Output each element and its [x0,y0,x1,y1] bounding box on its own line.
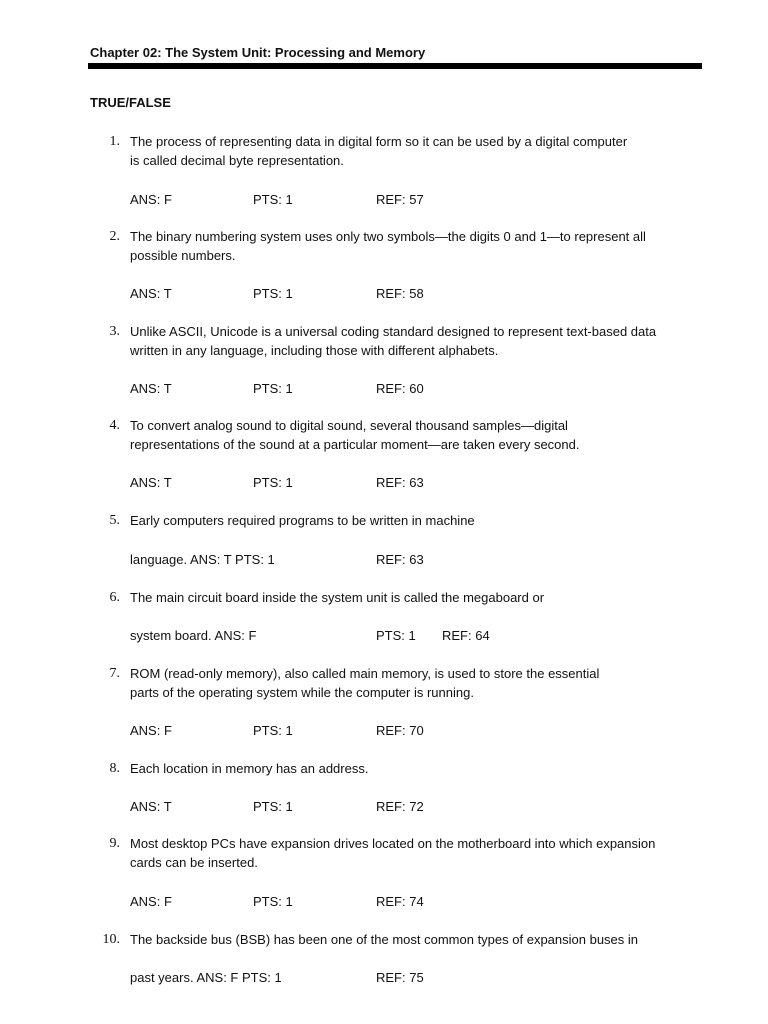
points: PTS: 1 [253,475,293,490]
question-number: 7. [109,666,120,681]
reference: REF: 57 [376,192,424,207]
question-text-line: The main circuit board inside the system unit is called the megaboard or [130,590,545,605]
answer: ANS: T [130,286,172,301]
question-text-line: Most desktop PCs have expansion drives located on the motherboard into which expansion [130,836,656,851]
question-text-line: ROM (read-only memory), also called main memory, is used to store the essential [130,666,600,681]
question-number: 2. [109,229,120,244]
reference: REF: 72 [376,799,424,814]
question-text-line: written in any language, including those with different alphabets. [130,343,499,358]
question-number: 5. [109,513,120,528]
question-text-line: Each location in memory has an address. [130,761,369,776]
reference: REF: 58 [376,286,424,301]
answer: system board. ANS: F [130,628,257,643]
header-rule [88,63,702,69]
section-title: TRUE/FALSE [90,95,171,110]
question-text-line: representations of the sound at a particular moment—are taken every second. [130,437,580,452]
question-text-line: Unlike ASCII, Unicode is a universal coding standard designed to represent text-based data [130,324,657,339]
answer: ANS: T [130,475,172,490]
question-number: 6. [109,590,120,605]
question-text-line: The backside bus (BSB) has been one of the most common types of expansion buses in [130,932,639,947]
question-text-line: Early computers required programs to be written in machine [130,513,475,528]
question-text-line: possible numbers. [130,248,236,263]
answer: ANS: F [130,192,172,207]
reference: REF: 75 [376,970,424,985]
question-text-line: is called decimal byte representation. [130,153,344,168]
question-text-line: parts of the operating system while the computer is running. [130,685,474,700]
reference: REF: 64 [442,628,490,643]
points: PTS: 1 [253,894,293,909]
answer: ANS: T [130,381,172,396]
answer: language. ANS: T PTS: 1 [130,552,275,567]
answer: past years. ANS: F PTS: 1 [130,970,282,985]
question-number: 4. [109,418,120,433]
question-number: 8. [109,761,120,776]
question-text-line: The binary numbering system uses only two symbols—the digits 0 and 1—to represent all [130,229,646,244]
question-number: 9. [109,836,120,851]
question-text-line: The process of representing data in digital form so it can be used by a digital computer [130,134,628,149]
points: PTS: 1 [253,799,293,814]
question-text-line: To convert analog sound to digital sound, several thousand samples—digital [130,418,568,433]
reference: REF: 60 [376,381,424,396]
points: PTS: 1 [253,723,293,738]
reference: REF: 63 [376,552,424,567]
points: PTS: 1 [253,192,293,207]
question-number: 10. [102,932,120,947]
question-text-line: cards can be inserted. [130,855,258,870]
answer: ANS: T [130,799,172,814]
chapter-title: Chapter 02: The System Unit: Processing and Memory [90,45,426,60]
answer: ANS: F [130,894,172,909]
reference: REF: 74 [376,894,424,909]
points: PTS: 1 [376,628,416,643]
points: PTS: 1 [253,286,293,301]
answer: ANS: F [130,723,172,738]
question-number: 1. [109,134,120,149]
question-number: 3. [109,324,120,339]
reference: REF: 63 [376,475,424,490]
reference: REF: 70 [376,723,424,738]
points: PTS: 1 [253,381,293,396]
